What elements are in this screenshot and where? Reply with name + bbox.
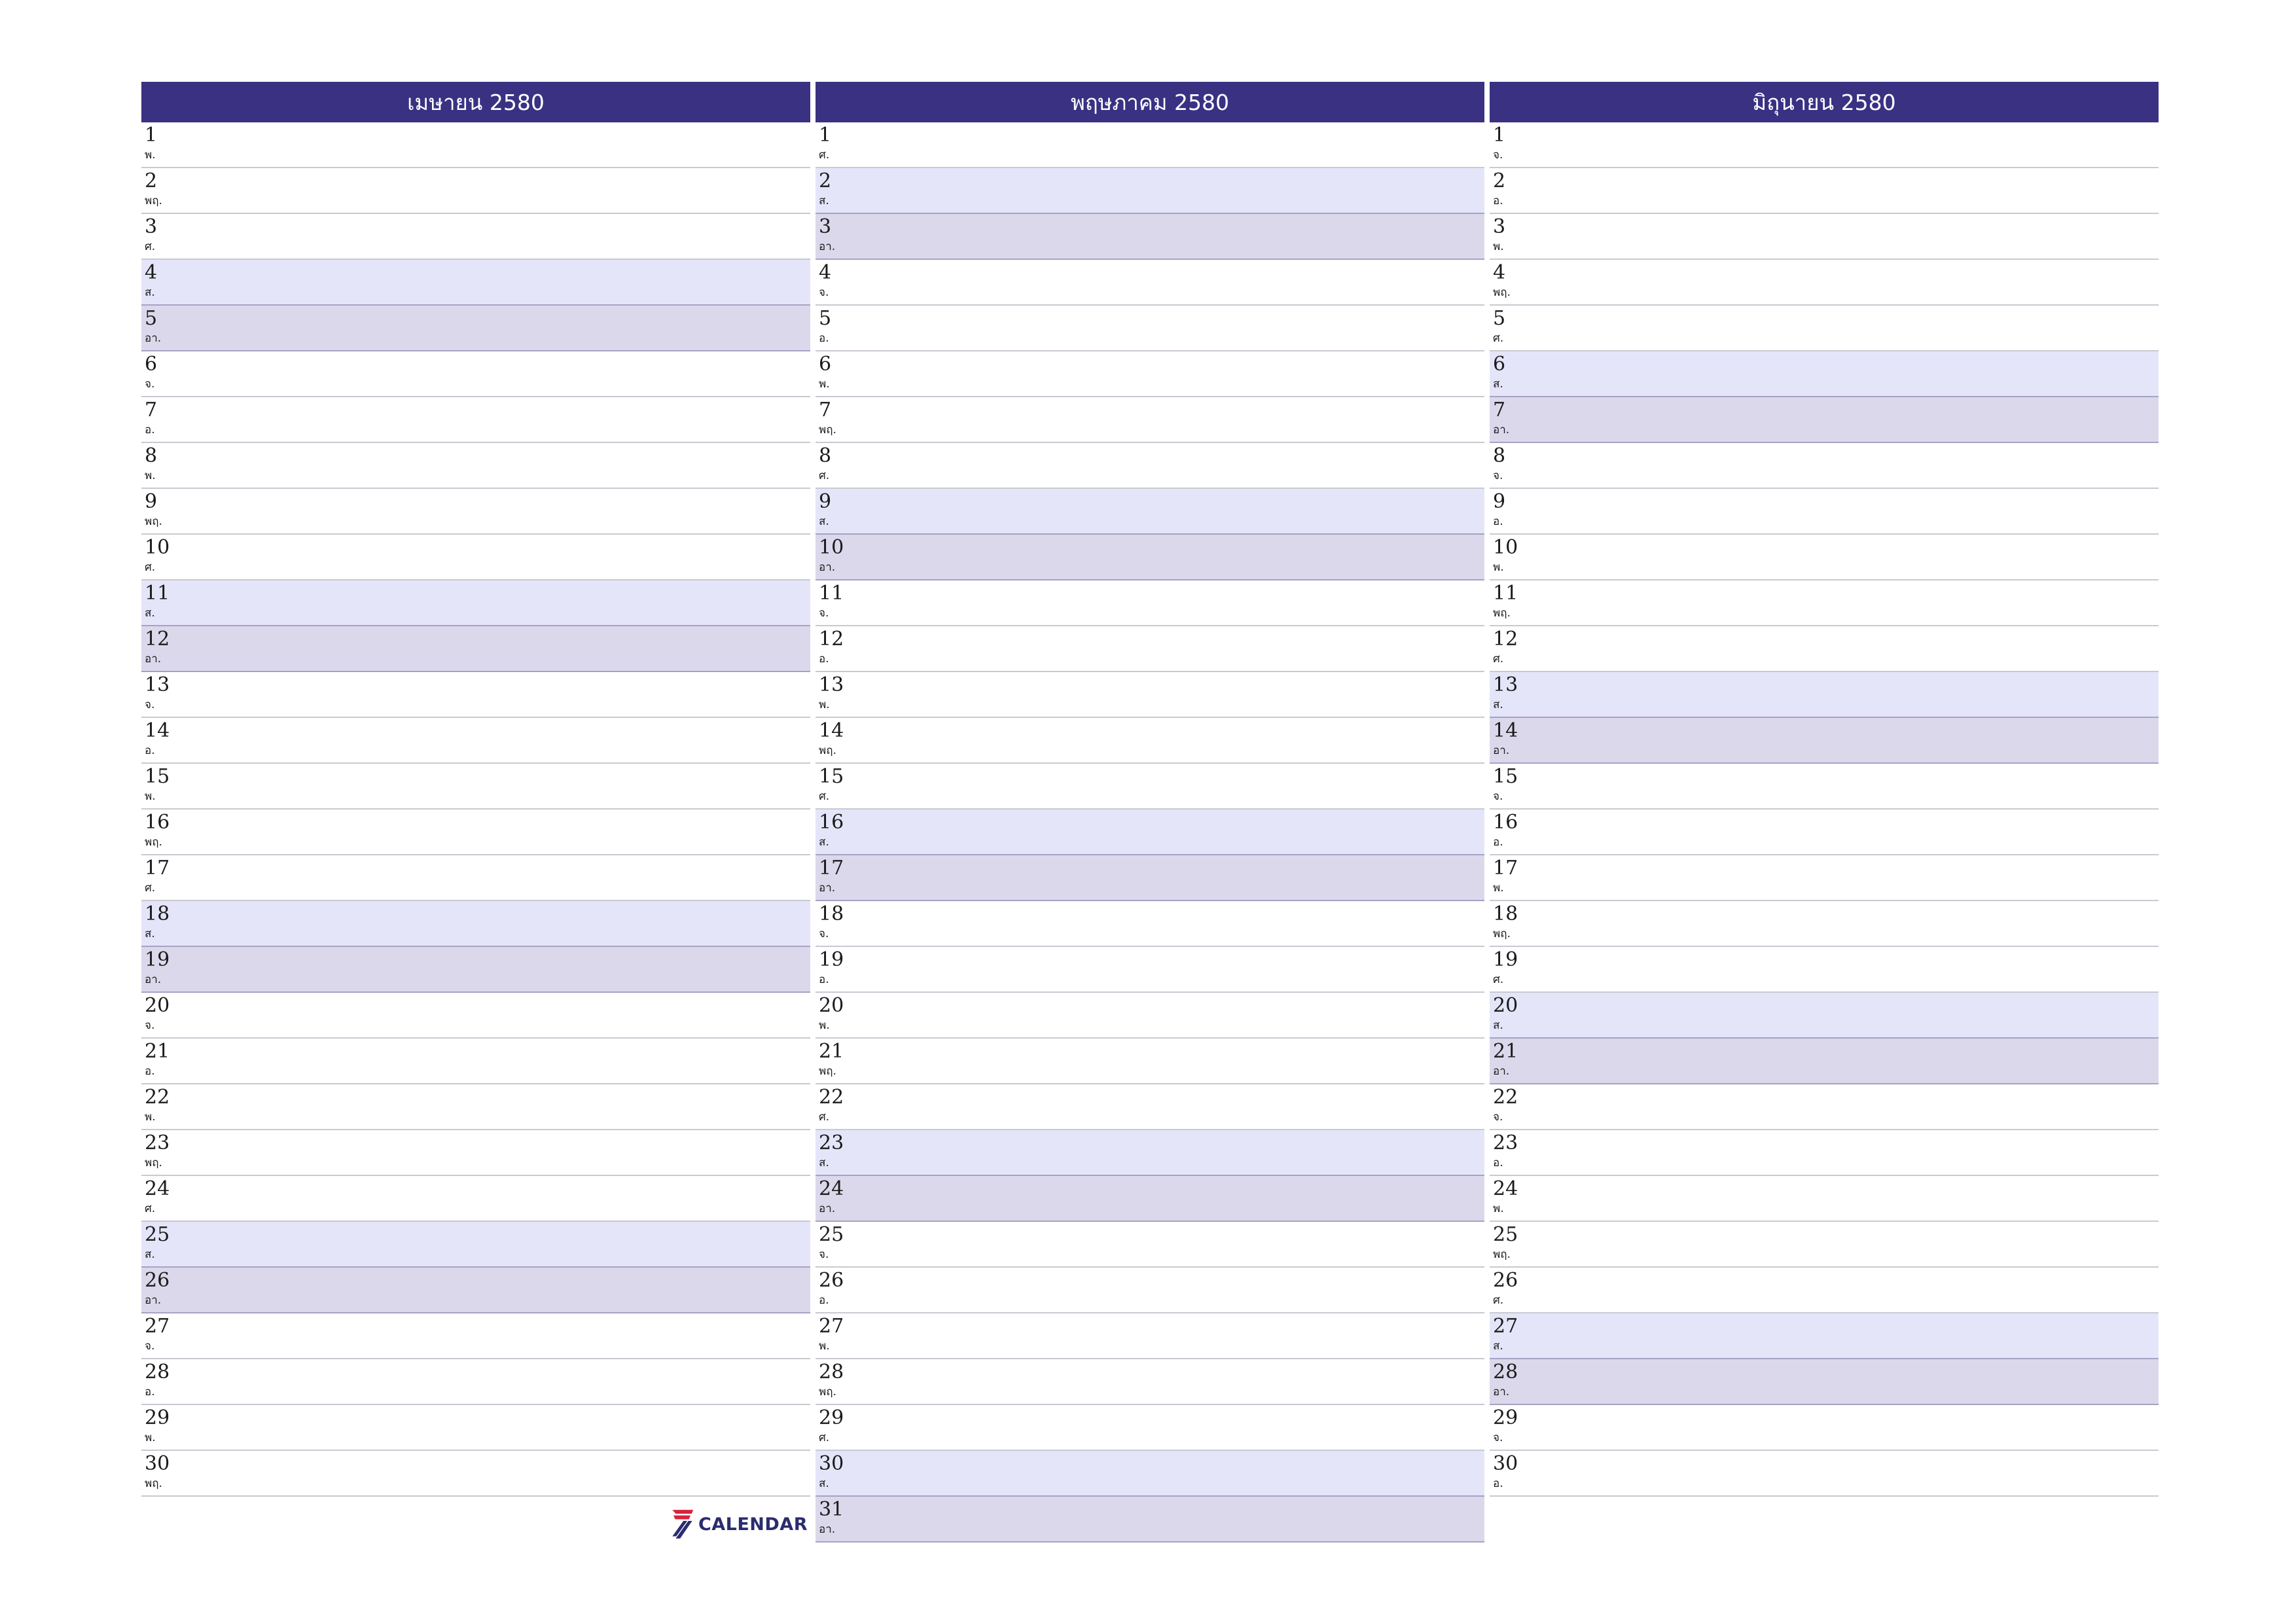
day-number: 22 — [819, 1086, 844, 1109]
day-number: 2 — [145, 169, 158, 192]
day-number: 13 — [145, 673, 170, 696]
day-number: 6 — [145, 353, 158, 376]
day-number: 17 — [1493, 857, 1518, 880]
weekday-abbr: พฤ. — [145, 1156, 162, 1169]
weekday-abbr: พฤ. — [819, 1065, 836, 1078]
month-header — [816, 82, 1484, 122]
month-header — [141, 82, 810, 122]
day-row — [1490, 443, 2159, 489]
day-row — [141, 901, 810, 947]
weekday-abbr: พ. — [1493, 882, 1504, 895]
day-row — [1490, 168, 2159, 214]
day-row — [816, 306, 1484, 351]
weekday-abbr: จ. — [145, 1340, 155, 1353]
month-column — [141, 82, 810, 1497]
day-row — [1490, 1084, 2159, 1130]
day-number: 18 — [1493, 902, 1518, 925]
day-row — [141, 1130, 810, 1176]
day-number: 16 — [145, 811, 170, 834]
day-row — [1490, 351, 2159, 397]
weekday-abbr: ศ. — [819, 149, 830, 162]
day-row — [816, 168, 1484, 214]
day-number: 8 — [145, 444, 158, 467]
weekday-abbr: อ. — [1493, 1477, 1503, 1490]
weekday-abbr: จ. — [1493, 469, 1503, 482]
weekday-abbr: พ. — [819, 1340, 830, 1353]
day-list — [816, 122, 1484, 1543]
weekday-abbr: ส. — [819, 194, 829, 207]
day-row — [816, 122, 1484, 168]
day-number: 29 — [819, 1406, 844, 1429]
weekday-abbr: พ. — [819, 1019, 830, 1032]
weekday-abbr: ศ. — [819, 1111, 830, 1124]
day-number: 28 — [819, 1361, 844, 1383]
weekday-abbr: ศ. — [145, 240, 156, 253]
month-header — [1490, 82, 2159, 122]
day-number: 3 — [145, 215, 158, 238]
day-number: 4 — [1493, 261, 1506, 284]
day-row — [816, 1405, 1484, 1451]
day-row — [141, 947, 810, 993]
day-row — [1490, 1359, 2159, 1405]
day-row — [141, 214, 810, 260]
day-number: 30 — [1493, 1452, 1518, 1475]
day-number: 12 — [1493, 628, 1518, 651]
day-number: 25 — [819, 1223, 844, 1246]
month-title: มิถุนายน 2580 — [1752, 89, 1896, 115]
day-number: 19 — [819, 948, 844, 971]
day-number: 29 — [1493, 1406, 1518, 1429]
weekday-abbr: อา. — [819, 1202, 836, 1215]
weekday-abbr: ส. — [1493, 1340, 1503, 1353]
day-row — [1490, 855, 2159, 901]
day-number: 14 — [145, 719, 170, 742]
day-number: 1 — [819, 124, 832, 147]
day-number: 8 — [1493, 444, 1506, 467]
weekday-abbr: อา. — [1493, 423, 1510, 437]
day-number: 27 — [1493, 1315, 1518, 1338]
weekday-abbr: อา. — [145, 1294, 162, 1307]
weekday-abbr: พ. — [1493, 1202, 1504, 1215]
weekday-abbr: ศ. — [145, 561, 156, 574]
day-number: 27 — [819, 1315, 844, 1338]
weekday-abbr: พฤ. — [819, 1385, 836, 1399]
day-number: 7 — [819, 399, 832, 421]
day-row — [141, 1359, 810, 1405]
day-row — [141, 1405, 810, 1451]
month-title: เมษายน 2580 — [407, 89, 545, 115]
day-row — [816, 626, 1484, 672]
day-number: 30 — [819, 1452, 844, 1475]
day-number: 5 — [1493, 307, 1506, 330]
weekday-abbr: พ. — [1493, 240, 1504, 253]
weekday-abbr: อา. — [1493, 744, 1510, 757]
day-number: 3 — [1493, 215, 1506, 238]
day-row — [1490, 1313, 2159, 1359]
weekday-abbr: พ. — [819, 698, 830, 711]
day-row — [141, 1222, 810, 1268]
day-number: 16 — [1493, 811, 1518, 834]
day-row — [816, 1084, 1484, 1130]
weekday-abbr: จ. — [1493, 149, 1503, 162]
day-number: 9 — [819, 490, 832, 513]
day-row — [816, 214, 1484, 260]
weekday-abbr: จ. — [819, 286, 829, 299]
weekday-abbr: พฤ. — [145, 836, 162, 849]
day-row — [141, 810, 810, 855]
weekday-abbr: พฤ. — [145, 1477, 162, 1490]
weekday-abbr: ศ. — [1493, 332, 1504, 345]
day-number: 10 — [145, 536, 170, 559]
day-number: 13 — [819, 673, 844, 696]
day-row — [141, 260, 810, 306]
weekday-abbr: อา. — [145, 973, 162, 986]
weekday-abbr: ศ. — [1493, 973, 1504, 986]
day-row — [816, 672, 1484, 718]
day-row — [141, 122, 810, 168]
day-row — [141, 489, 810, 535]
day-row — [816, 947, 1484, 993]
day-number: 5 — [145, 307, 158, 330]
weekday-abbr: ส. — [819, 836, 829, 849]
weekday-abbr: ศ. — [819, 469, 830, 482]
weekday-abbr: ส. — [145, 607, 155, 620]
day-number: 26 — [819, 1269, 844, 1292]
day-number: 2 — [1493, 169, 1506, 192]
day-number: 15 — [819, 765, 844, 788]
day-row — [1490, 993, 2159, 1039]
weekday-abbr: พฤ. — [145, 194, 162, 207]
day-number: 4 — [145, 261, 158, 284]
weekday-abbr: จ. — [819, 927, 829, 940]
day-row — [141, 1268, 810, 1313]
weekday-abbr: พ. — [145, 790, 156, 803]
day-row — [1490, 580, 2159, 626]
day-number: 24 — [145, 1177, 170, 1200]
weekday-abbr: ศ. — [145, 1202, 156, 1215]
day-row — [816, 1222, 1484, 1268]
day-number: 21 — [145, 1040, 170, 1063]
day-row — [816, 1313, 1484, 1359]
weekday-abbr: พ. — [819, 378, 830, 391]
day-row — [1490, 901, 2159, 947]
day-number: 15 — [145, 765, 170, 788]
weekday-abbr: ส. — [819, 1477, 829, 1490]
day-row — [1490, 1130, 2159, 1176]
day-number: 26 — [1493, 1269, 1518, 1292]
day-row — [816, 718, 1484, 764]
day-row — [816, 1268, 1484, 1313]
day-number: 29 — [145, 1406, 170, 1429]
day-row — [141, 764, 810, 810]
day-row — [816, 1039, 1484, 1084]
day-row — [141, 626, 810, 672]
day-row — [1490, 489, 2159, 535]
day-row — [816, 1497, 1484, 1543]
day-list — [1490, 122, 2159, 1497]
weekday-abbr: จ. — [145, 378, 155, 391]
weekday-abbr: พ. — [145, 1111, 156, 1124]
day-row — [1490, 1222, 2159, 1268]
day-row — [816, 351, 1484, 397]
day-number: 30 — [145, 1452, 170, 1475]
day-number: 23 — [819, 1132, 844, 1154]
seven-logo-icon — [670, 1506, 694, 1543]
weekday-abbr: ส. — [1493, 1019, 1503, 1032]
weekday-abbr: อา. — [1493, 1065, 1510, 1078]
weekday-abbr: พฤ. — [1493, 1248, 1511, 1261]
day-number: 20 — [819, 994, 844, 1017]
weekday-abbr: อ. — [1493, 836, 1503, 849]
day-row — [1490, 1176, 2159, 1222]
weekday-abbr: อ. — [145, 744, 155, 757]
day-row — [816, 397, 1484, 443]
day-number: 7 — [145, 399, 158, 421]
weekday-abbr: อ. — [1493, 194, 1503, 207]
day-row — [141, 443, 810, 489]
day-number: 8 — [819, 444, 832, 467]
day-number: 6 — [1493, 353, 1506, 376]
day-number: 18 — [819, 902, 844, 925]
day-number: 1 — [145, 124, 158, 147]
day-row — [816, 764, 1484, 810]
day-row — [1490, 535, 2159, 580]
day-number: 7 — [1493, 399, 1506, 421]
day-number: 14 — [1493, 719, 1518, 742]
day-number: 21 — [1493, 1040, 1518, 1063]
day-number: 12 — [145, 628, 170, 651]
day-list — [141, 122, 810, 1497]
day-row — [816, 1451, 1484, 1497]
day-row — [816, 260, 1484, 306]
day-number: 11 — [145, 582, 170, 605]
day-row — [1490, 306, 2159, 351]
day-number: 15 — [1493, 765, 1518, 788]
weekday-abbr: ส. — [145, 286, 155, 299]
day-number: 1 — [1493, 124, 1506, 147]
day-row — [1490, 214, 2159, 260]
weekday-abbr: อา. — [145, 332, 162, 345]
weekday-abbr: ศ. — [1493, 652, 1504, 666]
weekday-abbr: พฤ. — [819, 744, 836, 757]
day-row — [141, 580, 810, 626]
day-row — [141, 168, 810, 214]
weekday-abbr: อา. — [819, 240, 836, 253]
weekday-abbr: จ. — [1493, 1111, 1503, 1124]
weekday-abbr: ส. — [145, 927, 155, 940]
day-number: 24 — [819, 1177, 844, 1200]
weekday-abbr: ส. — [1493, 378, 1503, 391]
day-number: 20 — [145, 994, 170, 1017]
day-number: 27 — [145, 1315, 170, 1338]
day-number: 10 — [1493, 536, 1518, 559]
weekday-abbr: อ. — [819, 1294, 829, 1307]
day-number: 31 — [819, 1498, 844, 1521]
brand-logo[interactable] — [670, 1505, 808, 1543]
day-number: 23 — [1493, 1132, 1518, 1154]
day-row — [816, 1176, 1484, 1222]
weekday-abbr: พฤ. — [1493, 607, 1511, 620]
day-row — [1490, 626, 2159, 672]
weekday-abbr: อ. — [145, 1065, 155, 1078]
day-number: 22 — [1493, 1086, 1518, 1109]
day-row — [141, 718, 810, 764]
weekday-abbr: จ. — [145, 698, 155, 711]
day-number: 12 — [819, 628, 844, 651]
day-row — [1490, 1268, 2159, 1313]
day-row — [816, 443, 1484, 489]
weekday-abbr: ส. — [819, 1156, 829, 1169]
day-number: 13 — [1493, 673, 1518, 696]
weekday-abbr: พ. — [145, 149, 156, 162]
day-number: 28 — [1493, 1361, 1518, 1383]
weekday-abbr: ศ. — [819, 790, 830, 803]
day-row — [141, 1451, 810, 1497]
day-row — [1490, 718, 2159, 764]
day-row — [816, 855, 1484, 901]
weekday-abbr: จ. — [1493, 790, 1503, 803]
day-row — [1490, 764, 2159, 810]
day-row — [141, 993, 810, 1039]
weekday-abbr: ส. — [1493, 698, 1503, 711]
weekday-abbr: จ. — [145, 1019, 155, 1032]
day-number: 21 — [819, 1040, 844, 1063]
day-number: 18 — [145, 902, 170, 925]
day-row — [141, 1176, 810, 1222]
day-number: 5 — [819, 307, 832, 330]
day-row — [141, 1084, 810, 1130]
weekday-abbr: อ. — [819, 973, 829, 986]
weekday-abbr: ส. — [819, 515, 829, 528]
day-number: 28 — [145, 1361, 170, 1383]
day-row — [1490, 947, 2159, 993]
weekday-abbr: ศ. — [145, 882, 156, 895]
weekday-abbr: พฤ. — [1493, 927, 1511, 940]
day-number: 10 — [819, 536, 844, 559]
weekday-abbr: ส. — [145, 1248, 155, 1261]
weekday-abbr: พ. — [1493, 561, 1504, 574]
day-number: 11 — [1493, 582, 1518, 605]
weekday-abbr: อ. — [145, 1385, 155, 1399]
day-number: 2 — [819, 169, 832, 192]
weekday-abbr: อา. — [819, 1523, 836, 1536]
day-row — [141, 1039, 810, 1084]
day-row — [1490, 1451, 2159, 1497]
day-row — [1490, 397, 2159, 443]
day-number: 3 — [819, 215, 832, 238]
day-number: 24 — [1493, 1177, 1518, 1200]
day-number: 4 — [819, 261, 832, 284]
day-row — [141, 672, 810, 718]
weekday-abbr: อา. — [819, 561, 836, 574]
weekday-abbr: อ. — [1493, 1156, 1503, 1169]
weekday-abbr: พฤ. — [819, 423, 836, 437]
weekday-abbr: อา. — [145, 652, 162, 666]
day-number: 23 — [145, 1132, 170, 1154]
day-row — [816, 535, 1484, 580]
month-column — [1490, 82, 2159, 1497]
weekday-abbr: อ. — [819, 652, 829, 666]
weekday-abbr: จ. — [819, 1248, 829, 1261]
day-number: 19 — [145, 948, 170, 971]
day-row — [816, 901, 1484, 947]
weekday-abbr: จ. — [819, 607, 829, 620]
day-row — [141, 1313, 810, 1359]
day-row — [816, 580, 1484, 626]
brand-name: CALENDAR — [698, 1514, 808, 1535]
day-number: 14 — [819, 719, 844, 742]
weekday-abbr: พ. — [145, 469, 156, 482]
day-row — [141, 306, 810, 351]
weekday-abbr: พฤ. — [1493, 286, 1511, 299]
day-number: 25 — [1493, 1223, 1518, 1246]
day-row — [816, 489, 1484, 535]
day-row — [141, 351, 810, 397]
day-row — [1490, 260, 2159, 306]
day-row — [1490, 122, 2159, 168]
weekday-abbr: อ. — [145, 423, 155, 437]
day-number: 17 — [819, 857, 844, 880]
weekday-abbr: พ. — [145, 1431, 156, 1444]
weekday-abbr: ศ. — [819, 1431, 830, 1444]
weekday-abbr: พฤ. — [145, 515, 162, 528]
day-number: 16 — [819, 811, 844, 834]
day-number: 17 — [145, 857, 170, 880]
day-row — [1490, 1405, 2159, 1451]
day-number: 22 — [145, 1086, 170, 1109]
day-row — [1490, 810, 2159, 855]
day-row — [141, 397, 810, 443]
day-row — [141, 535, 810, 580]
day-number: 20 — [1493, 994, 1518, 1017]
weekday-abbr: อา. — [1493, 1385, 1510, 1399]
weekday-abbr: อ. — [819, 332, 829, 345]
month-column — [816, 82, 1484, 1543]
day-row — [1490, 672, 2159, 718]
day-number: 9 — [1493, 490, 1506, 513]
day-number: 26 — [145, 1269, 170, 1292]
day-row — [816, 810, 1484, 855]
day-row — [816, 1359, 1484, 1405]
weekday-abbr: อ. — [1493, 515, 1503, 528]
day-row — [1490, 1039, 2159, 1084]
month-title: พฤษภาคม 2580 — [1070, 89, 1230, 115]
day-row — [141, 855, 810, 901]
weekday-abbr: อา. — [819, 882, 836, 895]
weekday-abbr: ศ. — [1493, 1294, 1504, 1307]
day-row — [816, 1130, 1484, 1176]
day-number: 19 — [1493, 948, 1518, 971]
day-row — [816, 993, 1484, 1039]
day-number: 11 — [819, 582, 844, 605]
day-number: 25 — [145, 1223, 170, 1246]
day-number: 6 — [819, 353, 832, 376]
day-number: 9 — [145, 490, 158, 513]
weekday-abbr: จ. — [1493, 1431, 1503, 1444]
